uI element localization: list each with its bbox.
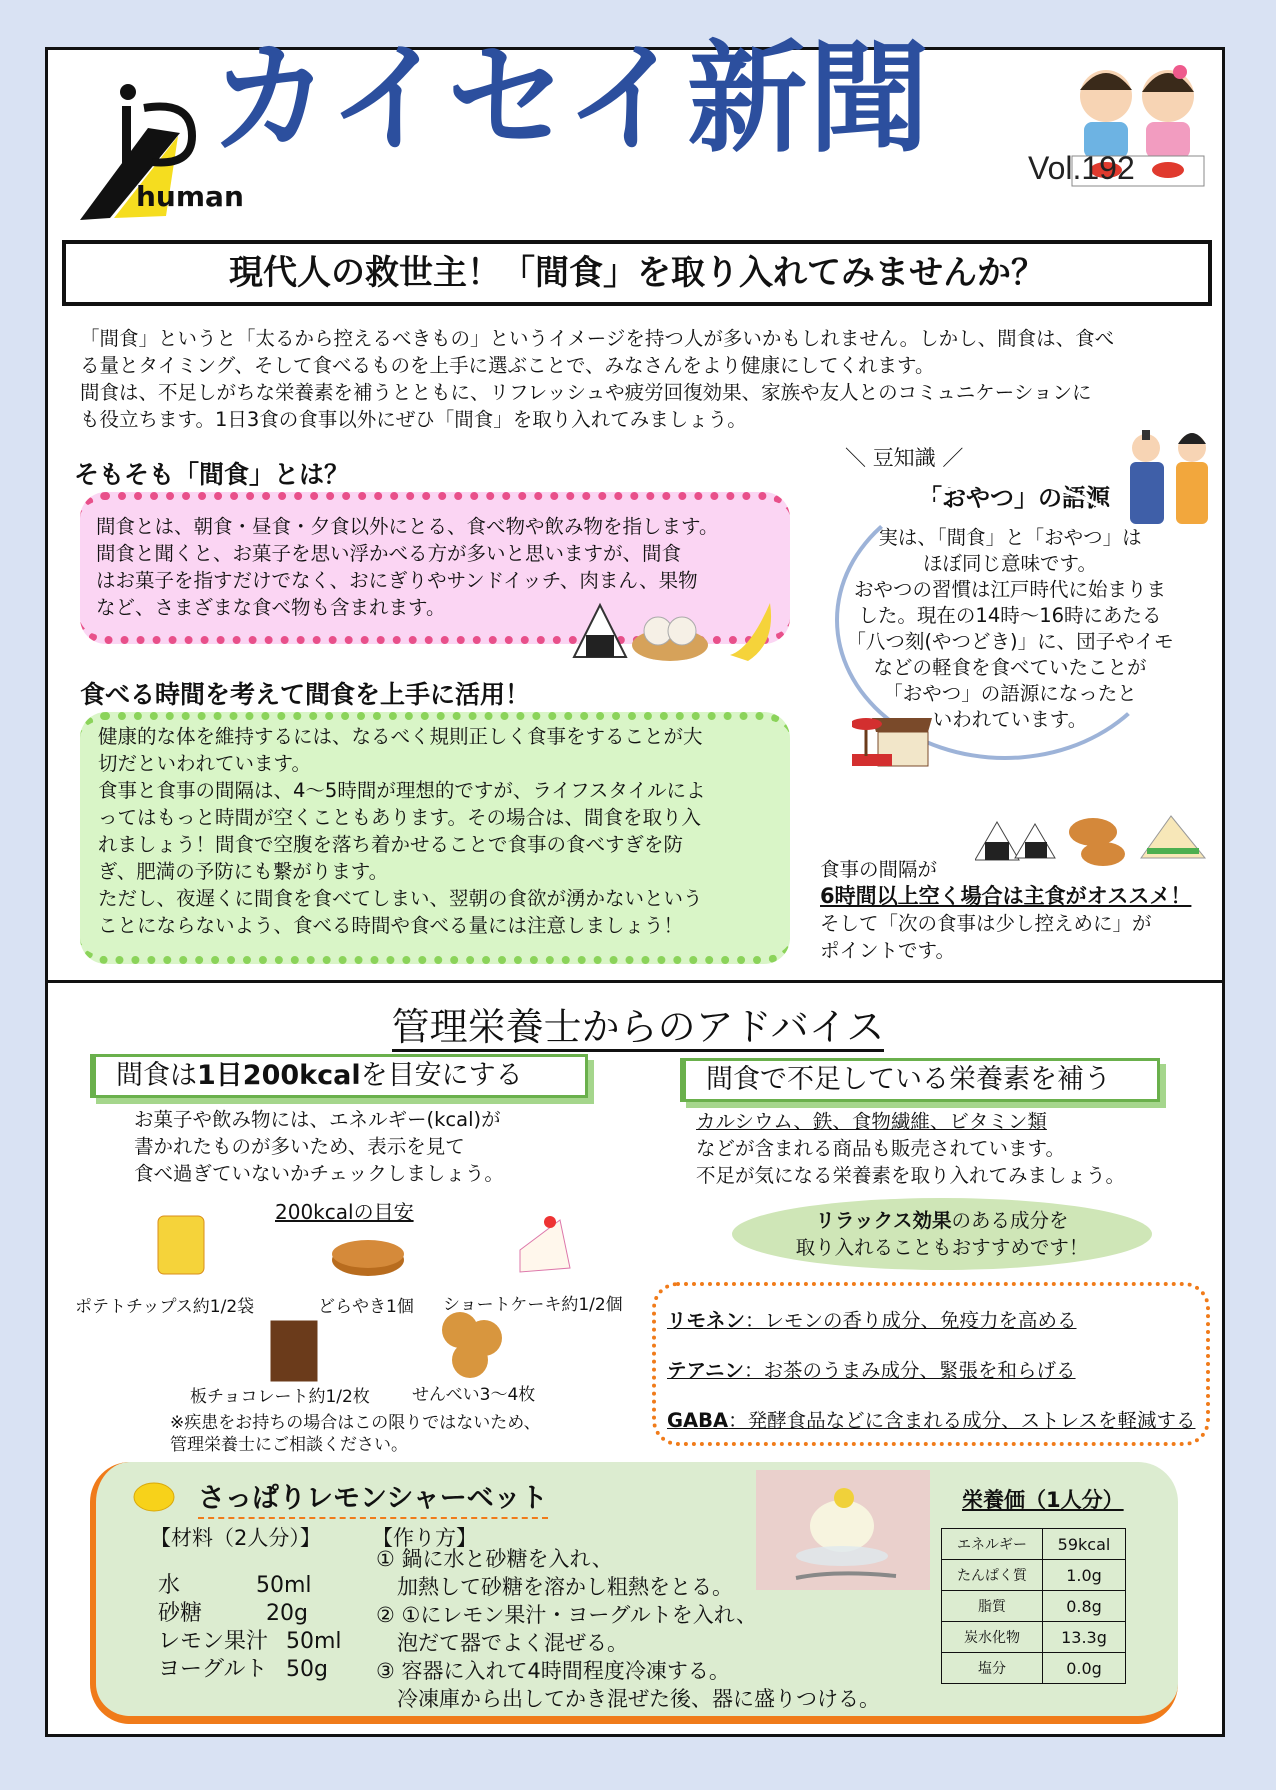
nutrition-value: 0.8g — [1043, 1591, 1126, 1622]
lemon-icon — [132, 1480, 176, 1518]
volume-number: Vol.192 — [1028, 150, 1135, 186]
section2-line: ことにならないよう、食べる時間や食べる量には注意しましょう！ — [98, 914, 684, 937]
food-label: どらやき1個 — [318, 1297, 414, 1317]
ingredient-row — [158, 1628, 342, 1656]
relax-rest: のある成分を — [951, 1209, 1069, 1232]
kcal-note — [170, 1412, 541, 1456]
nutrition-value: 0.0g — [1043, 1653, 1126, 1684]
nutrient-line: カルシウム、鉄、食物繊維、ビタミン類 — [696, 1110, 1047, 1133]
mame-title: 「おやつ」の語源 — [918, 484, 1110, 512]
step-line: 泡だて器でよく混ぜる。 — [376, 1631, 628, 1655]
kcal-text — [134, 1106, 504, 1187]
mame-line: おやつの習慣は江戸時代に始まりま — [853, 578, 1166, 601]
component-item — [667, 1346, 1195, 1396]
interval-line: 食事の間隔が — [820, 858, 938, 881]
step-line: ② ①にレモン果汁・ヨーグルトを入れ、 — [376, 1603, 757, 1627]
kcal-heading: 200kcalの目安 — [275, 1200, 414, 1224]
step-line: ③ 容器に入れて4時間程度冷凍する。 — [376, 1659, 730, 1683]
step-line: 加熱して砂糖を溶かし粗熱をとる。 — [376, 1575, 733, 1599]
component-desc: ：お茶のうまみ成分、緊張を和らげる — [744, 1359, 1076, 1382]
section2-line: ただし、夜遅くに間食を食べてしまい、翌朝の食欲が湧かないという — [98, 887, 703, 910]
mame-line: ほぼ同じ意味です。 — [923, 552, 1097, 575]
ingredient-row — [158, 1600, 342, 1628]
component-name: テアニン — [667, 1359, 745, 1382]
nutrient-line: 不足が気になる栄養素を取り入れてみましょう。 — [696, 1164, 1126, 1187]
section1-line: 間食と聞くと、お菓子を思い浮かべる方が多いと思いますが、間食 — [96, 542, 682, 565]
intro-line: 間食は、不足しがちな栄養素を補うとともに、リフレッシュや疲労回復効果、家族や友人とのコミュニケーションに — [80, 381, 1092, 404]
mame-line: などの軽食を食べていたことが — [873, 656, 1147, 679]
component-item — [667, 1396, 1195, 1446]
section2-line: 健康的な体を維持するには、なるべく規則正しく食事をすることが大 — [98, 725, 703, 748]
components-list — [667, 1296, 1195, 1446]
section2-text — [98, 723, 705, 939]
step-line: 冷凍庫から出してかき混ぜた後、器に盛りつける。 — [376, 1687, 880, 1711]
recipe-title: さっぱりレモンシャーベット — [198, 1476, 548, 1519]
nutrient-tag: 間食で不足している栄養素を補う — [680, 1058, 1160, 1102]
section1-line: 間食とは、朝食・昼食・夕食以外にとる、食べ物や飲み物を指します。 — [96, 515, 719, 538]
component-desc: ：レモンの香り成分、免疫力を高める — [745, 1309, 1077, 1332]
nutrition-heading: 栄養価（1人分） — [962, 1488, 1124, 1512]
mame-text — [840, 525, 1180, 733]
ingredients-heading: 【材料（2人分）】 — [150, 1526, 321, 1550]
nutrition-key: たんぱく質 — [942, 1560, 1043, 1591]
intro-line: る量とタイミング、そして食べるものを上手に選ぶことで、みなさんをより健康にしてくれます。 — [80, 354, 935, 377]
kcal-note-line: 管理栄養士にご相談ください。 — [170, 1435, 408, 1455]
section1-line: はお菓子を指すだけでなく、おにぎりやサンドイッチ、肉まん、果物 — [96, 569, 698, 592]
nutrition-row — [942, 1560, 1126, 1591]
kcal-note-line: ※疾患をお持ちの場合はこの限りではないため、 — [170, 1413, 541, 1433]
nutrient-line: などが含まれる商品も販売されています。 — [696, 1137, 1065, 1160]
nutrition-key: 脂質 — [942, 1591, 1043, 1622]
ingredient-name: 砂糖 — [158, 1601, 203, 1626]
intro-text — [80, 325, 1200, 433]
intro-line: も役立ちます。1日3食の食事以外にぜひ「間食」を取り入れてみましょう。 — [80, 408, 747, 431]
mame-label-text: 豆知識 — [872, 446, 936, 470]
kcal-tag-bold: 1日200kcal — [197, 1060, 361, 1091]
kcal-line: 書かれたものが多いため、表示を見て — [134, 1135, 465, 1158]
kcal-line: お菓子や飲み物には、エネルギー(kcal)が — [134, 1108, 501, 1131]
nutrition-row — [942, 1591, 1126, 1622]
component-item — [667, 1296, 1195, 1346]
nutrition-row — [942, 1622, 1126, 1653]
section2-line: 切だといわれています。 — [98, 752, 311, 775]
mame-line: 実は、「間食」と「おやつ」は — [878, 526, 1142, 549]
nutrition-value: 13.3g — [1043, 1622, 1126, 1653]
logo-text: human — [136, 180, 244, 213]
component-name: GABA — [667, 1409, 729, 1432]
nutrition-key: 炭水化物 — [942, 1622, 1043, 1653]
relax-bold: リラックス効果 — [815, 1209, 952, 1232]
section-divider — [45, 980, 1225, 983]
section1-line: など、さまざまな食べ物も含まれます。 — [96, 596, 446, 619]
mame-line: した。現在の14時～16時にあたる — [858, 604, 1162, 627]
nutrition-row — [942, 1653, 1126, 1684]
ingredient-name: 水 — [158, 1573, 181, 1598]
ingredient-amount: 50ml — [256, 1573, 312, 1598]
food-label: せんべい3～4枚 — [412, 1385, 536, 1405]
intro-line: 「間食」というと「太るから控えるべきもの」というイメージを持つ人が多いかもしれません。しかし、間食は、食べ — [80, 327, 1115, 350]
relax-bubble — [732, 1198, 1152, 1270]
ingredient-row — [158, 1572, 342, 1600]
ingredient-amount: 50g — [286, 1657, 328, 1682]
nutrition-key: 塩分 — [942, 1653, 1043, 1684]
step-line: ① 鍋に水と砂糖を入れ、 — [376, 1547, 613, 1571]
component-name: リモネン — [667, 1309, 746, 1332]
advice-title-text: 管理栄養士からのアドバイス — [392, 1005, 885, 1052]
section2-line: れましょう！間食で空腹を落ち着かせることで食事の食べすぎを防 — [98, 833, 684, 856]
food-label: ポテトチップス約1/2袋 — [75, 1297, 255, 1317]
ingredient-amount: 50ml — [286, 1629, 342, 1654]
section2-line: ってはもっと時間が空くこともあります。その場合は、間食を取り入 — [98, 806, 701, 829]
section2-line: 食事と食事の間隔は、4～5時間が理想的ですが、ライフスタイルによ — [98, 779, 706, 802]
nutrition-value: 59kcal — [1043, 1529, 1126, 1560]
mame-line: いわれています。 — [932, 708, 1088, 731]
steps-heading: 【作り方】 — [372, 1526, 477, 1550]
nutrient-text — [696, 1108, 1125, 1189]
component-desc: ：発酵食品などに含まれる成分、ストレスを軽減する — [728, 1409, 1196, 1432]
newsletter-title: カイセイ新聞 — [210, 30, 932, 169]
food-label: ショートケーキ約1/2個 — [443, 1295, 623, 1315]
ingredient-name: レモン果汁 — [158, 1629, 269, 1654]
advice-title — [0, 996, 1276, 1051]
nutrition-row — [942, 1529, 1126, 1560]
nutrition-key: エネルギー — [942, 1529, 1043, 1560]
ingredient-name: ヨーグルト — [158, 1657, 268, 1682]
ingredient-row — [158, 1656, 342, 1684]
nutrition-value: 1.0g — [1043, 1560, 1126, 1591]
edo-people-illustration — [1124, 428, 1216, 528]
section1-heading: そもそも「間食」とは？ — [74, 460, 350, 489]
section2-line: ぎ、肥満の予防にも繋がります。 — [98, 860, 389, 883]
relax-line: 取り入れることもおすすめです！ — [795, 1236, 1089, 1259]
mame-line: 「八つ刻(やつどき)」に、団子やイモ — [846, 630, 1174, 653]
sherbet-photo — [756, 1470, 930, 1590]
kcal-line: 食べ過ぎていないかチェックしましょう。 — [134, 1162, 504, 1185]
teahouse-illustration — [852, 712, 934, 782]
section2-heading: 食べる時間を考えて間食を上手に活用！ — [80, 680, 531, 709]
interval-line: ポイントです。 — [820, 939, 955, 962]
interval-line: そして「次の食事は少し控えめに」が — [820, 912, 1152, 935]
food-label: 板チョコレート約1/2枚 — [190, 1387, 370, 1407]
headline: 現代人の救世主！「間食」を取り入れてみませんか？ — [62, 240, 1212, 306]
snack-foods-illustration — [570, 595, 790, 665]
interval-note — [820, 856, 1191, 964]
kcal-tag — [90, 1054, 588, 1098]
mame-line: 「おやつ」の語源になったと — [883, 682, 1137, 705]
nutrition-table — [941, 1528, 1126, 1684]
kcal-tag-pre: 間食は — [116, 1060, 197, 1091]
ingredient-amount: 20g — [266, 1601, 308, 1626]
kcal-tag-post: を目安にする — [360, 1060, 523, 1091]
mame-label: ＼ 豆知識 ／ — [845, 446, 964, 470]
ingredients-list — [158, 1572, 342, 1684]
interval-emphasis: 6時間以上空く場合は主食がオススメ！ — [820, 884, 1192, 908]
